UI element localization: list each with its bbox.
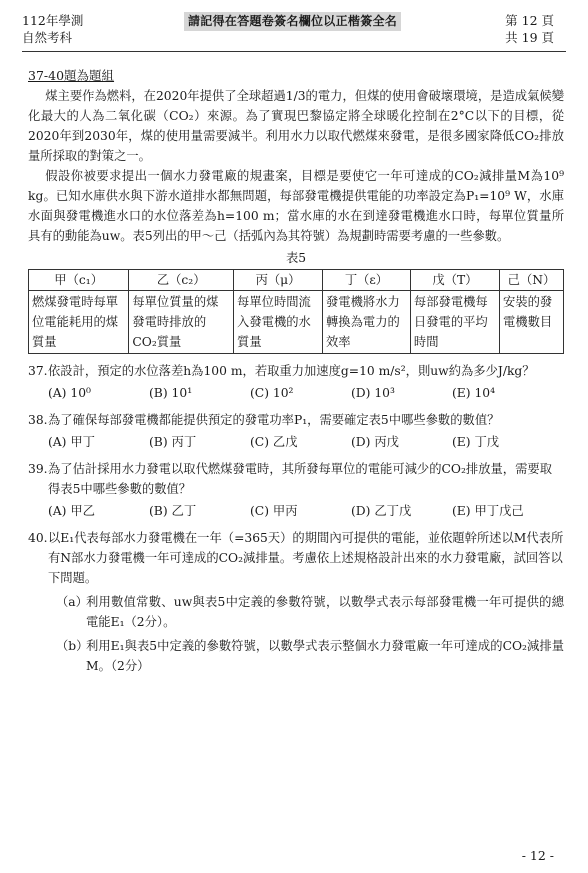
table-header: 己（N） — [500, 270, 564, 291]
exam-year: 112年學測 — [22, 13, 84, 28]
option: (E) 甲丁戊己 — [452, 504, 524, 518]
table-header: 甲（c₁） — [29, 270, 129, 291]
option: (A) 甲丁 — [48, 435, 95, 449]
option: (B) 乙丁 — [149, 504, 197, 518]
option: (E) 10⁴ — [452, 386, 496, 400]
question-body — [48, 528, 564, 676]
option: (C) 乙戊 — [250, 435, 298, 449]
page-number: 第 12 頁 — [505, 13, 554, 28]
table-header: 戊（T） — [410, 270, 499, 291]
option: (D) 乙丁戊 — [351, 504, 412, 518]
question-40 — [28, 528, 564, 676]
option: (A) 10⁰ — [48, 386, 91, 400]
question-38 — [28, 410, 564, 452]
content — [28, 66, 564, 676]
table-cell: 每單位質量的煤發電時排放的CO₂質量 — [129, 291, 234, 354]
header-left — [22, 12, 83, 46]
options — [48, 501, 564, 521]
parameter-table — [28, 269, 564, 354]
option: (D) 10³ — [351, 386, 395, 400]
paragraph-1: 煤主要作為燃料，在2020年提供了全球超過1/3的電力，但煤的使用會破壞環境，是造成氣候變化最大的人為二氧化碳（CO₂）來源。為了實現巴黎協定將全球暖化控制在2°C以下的目標，從2020年到2030年，煤的使用量需要減半。利用水力以取代燃煤來發電，是很多國家降低CO₂排放量所採取的對策之一。 — [28, 89, 564, 163]
question-37 — [28, 361, 564, 403]
option: (B) 10¹ — [149, 386, 193, 400]
sub-text: 利用數值常數、uw與表5中定義的參數符號，以數學式表示每部發電機一年可提供的總電能E₁（2分）。 — [86, 595, 564, 629]
sub-question-a — [48, 592, 564, 632]
question-body — [48, 361, 564, 403]
question-number: 40. — [28, 531, 48, 545]
header-right — [505, 12, 554, 46]
paragraph-2: 假設你被要求提出一個水力發電廠的規畫案，目標是要使它一年可達成的CO₂減排量M為10⁹ kg。已知水庫供水與下游水道排水都無問題，每部發電機提供電能的功率設定為P₁=10⁹ W，水庫水面與發電機進水口的水位落差為h=100 m；當水庫的水在到達發電機進水口時，每單位質量所具有的動能為uw。表5列出的甲～己（括弧內為其符號）為規劃時需要考慮的一些參數。 — [28, 169, 564, 243]
sub-label: （a） — [56, 595, 88, 609]
question-body — [48, 410, 564, 452]
question-number: 38. — [28, 413, 48, 427]
sign-notice: 請記得在答題卷簽名欄位以正楷簽全名 — [184, 12, 401, 31]
table-cell: 每部發電機每日發電的平均時間 — [410, 291, 499, 354]
question-39 — [28, 459, 564, 521]
options — [48, 432, 564, 452]
option: (A) 甲乙 — [48, 504, 95, 518]
table-header-row — [29, 270, 564, 291]
table-cell: 燃煤發電時每單位電能耗用的煤質量 — [29, 291, 129, 354]
sub-question-b — [48, 636, 564, 676]
page-footer: - 12 - — [521, 848, 554, 863]
options — [48, 383, 564, 403]
question-body — [48, 459, 564, 521]
option: (C) 10² — [250, 386, 294, 400]
group-title: 37-40題為題組 — [28, 68, 115, 83]
table-header: 乙（c₂） — [129, 270, 234, 291]
option: (B) 丙丁 — [149, 435, 197, 449]
sub-label: （b） — [56, 639, 89, 653]
table-header: 丁（ε） — [323, 270, 411, 291]
question-text: 以E₁代表每部水力發電機在一年（=365天）的期間內可提供的電能，並依題幹所述以M代表所有N部水力發電機一年可達成的CO₂減排量。考慮依上述規格設計出來的水力發電廠，試回答以下問題。 — [48, 531, 564, 585]
question-text: 依設計，預定的水位落差h為100 m，若取重力加速度g=10 m/s²，則uw約為多少J/kg？ — [48, 364, 535, 378]
question-text: 為了估計採用水力發電以取代燃煤發電時，其所發每單位的電能可減少的CO₂排放量，需要取得表5中哪些參數的數值？ — [48, 462, 552, 496]
question-number: 37. — [28, 364, 48, 378]
table-row — [29, 291, 564, 354]
option: (D) 丙戊 — [351, 435, 399, 449]
table-cell: 安裝的發電機數目 — [500, 291, 564, 354]
question-text: 為了確保每部發電機都能提供預定的發電功率P₁，需要確定表5中哪些參數的數值？ — [48, 413, 500, 427]
header-rule — [22, 51, 566, 52]
table-cell: 每單位時間流入發電機的水質量 — [234, 291, 323, 354]
table-cell: 發電機將水力轉換為電力的效率 — [323, 291, 411, 354]
page-total: 共 19 頁 — [505, 30, 554, 45]
exam-subject: 自然考科 — [22, 30, 73, 45]
sub-text: 利用E₁與表5中定義的參數符號，以數學式表示整個水力發電廠一年可達成的CO₂減排量M。（2分） — [86, 639, 564, 673]
table-title: 表5 — [285, 251, 307, 265]
question-number: 39. — [28, 462, 48, 476]
table-header: 丙（μ） — [234, 270, 323, 291]
option: (E) 丁戊 — [452, 435, 500, 449]
option: (C) 甲丙 — [250, 504, 298, 518]
